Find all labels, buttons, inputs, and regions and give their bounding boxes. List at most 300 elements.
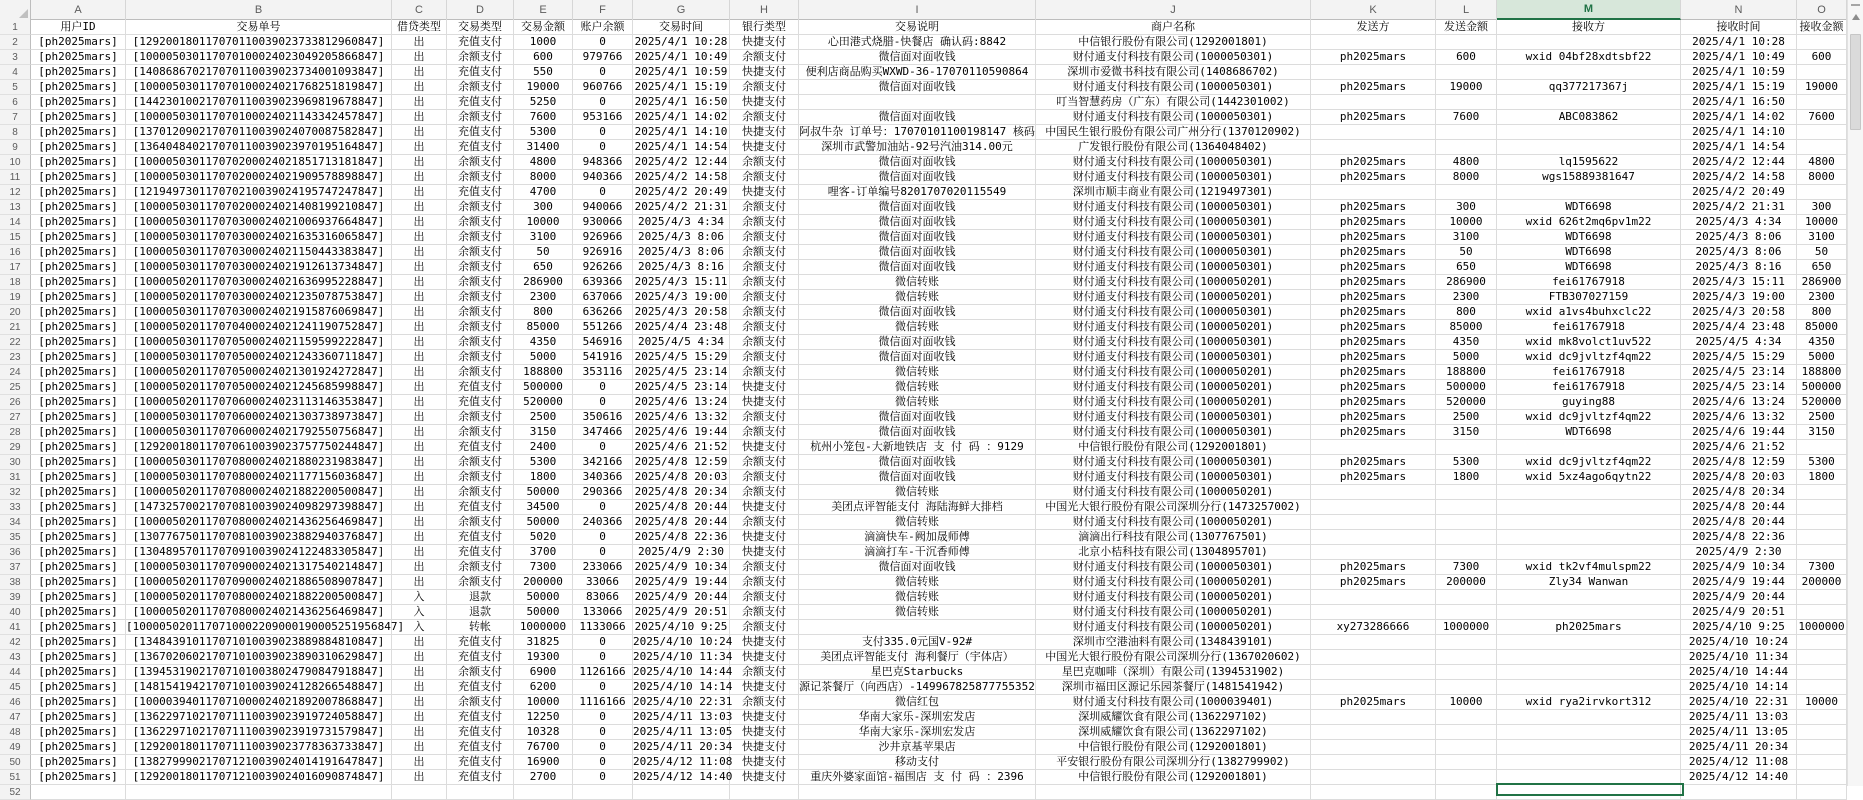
cell-A46[interactable]: [ph2025mars] [31, 695, 126, 710]
cell-E5[interactable]: 19000 [514, 80, 573, 95]
cell-F33[interactable]: 0 [573, 500, 633, 515]
cell-H24[interactable]: 余额支付 [730, 365, 799, 380]
cell-D42[interactable]: 充值支付 [447, 635, 514, 650]
cell-J41[interactable]: 财付通支付科技有限公司(1000050201) [1036, 620, 1311, 635]
cell-K50[interactable] [1311, 755, 1436, 770]
cell-C41[interactable]: 入 [392, 620, 447, 635]
cell-M40[interactable] [1497, 605, 1681, 620]
cell-G18[interactable]: 2025/4/3 15:11 [633, 275, 730, 290]
cell-I14[interactable]: 微信面对面收钱 [799, 215, 1036, 230]
cell-O20[interactable]: 800 [1797, 305, 1847, 320]
cell-O36[interactable] [1797, 545, 1847, 560]
cell-B48[interactable]: [136229710217071110039023919731579847] [126, 725, 392, 740]
cell-B51[interactable]: [129200180117071210039024016090874847] [126, 770, 392, 785]
cell-L3[interactable]: 600 [1436, 50, 1497, 65]
cell-A47[interactable]: [ph2025mars] [31, 710, 126, 725]
cell-F47[interactable]: 0 [573, 710, 633, 725]
column-header-K[interactable]: K [1311, 0, 1436, 20]
cell-O44[interactable] [1797, 665, 1847, 680]
cell-B23[interactable]: [100005030117070500024021243360711847] [126, 350, 392, 365]
cell-D3[interactable]: 余额支付 [447, 50, 514, 65]
cell-G14[interactable]: 2025/4/3 4:34 [633, 215, 730, 230]
cell-B43[interactable]: [136702060217071010039023890310629847] [126, 650, 392, 665]
cell-G50[interactable]: 2025/4/12 11:08 [633, 755, 733, 768]
cell-B41[interactable]: [1000050201170710002209000190005251956847] [126, 620, 405, 633]
cell-L47[interactable] [1436, 710, 1497, 725]
cell-E6[interactable]: 5250 [514, 95, 573, 110]
cell-H14[interactable]: 余额支付 [730, 215, 799, 230]
cell-C50[interactable]: 出 [392, 755, 447, 770]
row-header-21[interactable]: 21 [0, 320, 31, 335]
cell-B39[interactable]: [100005020117070800024021882200500847] [126, 590, 392, 605]
cell-M47[interactable] [1497, 710, 1681, 725]
cell-A13[interactable]: [ph2025mars] [31, 200, 126, 215]
cell-B12[interactable]: [121949730117070210039024195747247847] [126, 185, 392, 200]
cell-A48[interactable]: [ph2025mars] [31, 725, 126, 740]
cell-E11[interactable]: 8000 [514, 170, 573, 185]
cell-I2[interactable]: 心田港式烧腊-快餐店 确认码:8842 [799, 35, 1036, 50]
cell-M41[interactable]: ph2025mars [1497, 620, 1681, 635]
cell-F22[interactable]: 546916 [573, 335, 633, 350]
cell-L15[interactable]: 3100 [1436, 230, 1497, 245]
cell-G49[interactable]: 2025/4/11 20:34 [633, 740, 733, 753]
cell-I3[interactable]: 微信面对面收钱 [799, 50, 1036, 65]
cell-E10[interactable]: 4800 [514, 155, 573, 170]
cell-G24[interactable]: 2025/4/5 23:14 [633, 365, 730, 380]
row-header-31[interactable]: 31 [0, 470, 31, 485]
cell-J49[interactable]: 中信银行股份有限公司(1292001801) [1036, 740, 1311, 755]
cell-J24[interactable]: 财付通支付科技有限公司(1000050201) [1036, 365, 1311, 380]
cell-E9[interactable]: 31400 [514, 140, 573, 155]
cell-D35[interactable]: 充值支付 [447, 530, 514, 545]
cell-E23[interactable]: 5000 [514, 350, 573, 365]
cell-C19[interactable]: 出 [392, 290, 447, 305]
cell-C33[interactable]: 出 [392, 500, 447, 515]
cell-D30[interactable]: 余额支付 [447, 455, 514, 470]
cell-C17[interactable]: 出 [392, 260, 447, 275]
cell-K6[interactable] [1311, 95, 1436, 110]
cell-J19[interactable]: 财付通支付科技有限公司(1000050201) [1036, 290, 1311, 305]
cell-J6[interactable]: 叮当智慧药房（广东）有限公司(1442301002) [1036, 95, 1311, 110]
cell-G40[interactable]: 2025/4/9 20:51 [633, 605, 730, 620]
cell-C30[interactable]: 出 [392, 455, 447, 470]
cell-A7[interactable]: [ph2025mars] [31, 110, 126, 125]
cell-K46[interactable]: ph2025mars [1311, 695, 1436, 710]
cell-I33[interactable]: 美团点评智能支付 海陆海鲜大排档 [799, 500, 1036, 515]
cell-I46[interactable]: 微信红包 [799, 695, 1036, 710]
cell-G43[interactable]: 2025/4/10 11:34 [633, 650, 733, 663]
cell-D37[interactable]: 余额支付 [447, 560, 514, 575]
cell-E52[interactable] [514, 785, 573, 800]
cell-M49[interactable] [1497, 740, 1681, 755]
cell-O5[interactable]: 19000 [1797, 80, 1847, 95]
cell-F42[interactable]: 0 [573, 635, 633, 650]
cell-I36[interactable]: 滴滴打车-干沉香师傅 [799, 545, 1036, 560]
cell-I18[interactable]: 微信转账 [799, 275, 1036, 290]
cell-O21[interactable]: 85000 [1797, 320, 1847, 335]
cell-B11[interactable]: [100005030117070200024021909578898847] [126, 170, 392, 185]
cell-N7[interactable]: 2025/4/1 14:02 [1681, 110, 1797, 125]
cell-H40[interactable]: 余额支付 [730, 605, 799, 620]
cell-C7[interactable]: 出 [392, 110, 447, 125]
cell-M3[interactable]: wxid 04bf28xdtsbf22 [1497, 50, 1681, 65]
cell-O47[interactable] [1797, 710, 1847, 725]
cell-H41[interactable]: 余额支付 [730, 620, 799, 635]
cell-H5[interactable]: 余额支付 [730, 80, 799, 95]
cell-A41[interactable]: [ph2025mars] [31, 620, 126, 635]
cell-H19[interactable]: 余额支付 [730, 290, 799, 305]
cell-C47[interactable]: 出 [392, 710, 447, 725]
cell-C13[interactable]: 出 [392, 200, 447, 215]
cell-E20[interactable]: 800 [514, 305, 573, 320]
cell-M22[interactable]: wxid mk8volct1uv522 [1497, 335, 1681, 350]
cell-J47[interactable]: 深圳威耀饮食有限公司(1362297102) [1036, 710, 1311, 725]
cell-M15[interactable]: WDT6698 [1497, 230, 1681, 245]
cell-M12[interactable] [1497, 185, 1681, 200]
cell-N40[interactable]: 2025/4/9 20:51 [1681, 605, 1797, 620]
cell-D50[interactable]: 充值支付 [447, 755, 514, 770]
cell-F1[interactable]: 账户余额 [573, 20, 633, 35]
cell-G38[interactable]: 2025/4/9 19:44 [633, 575, 730, 590]
cell-M23[interactable]: wxid dc9jvltzf4qm22 [1497, 350, 1681, 365]
cell-K10[interactable]: ph2025mars [1311, 155, 1436, 170]
cell-D28[interactable]: 余额支付 [447, 425, 514, 440]
cell-A4[interactable]: [ph2025mars] [31, 65, 126, 80]
cell-M2[interactable] [1497, 35, 1681, 50]
cell-G46[interactable]: 2025/4/10 22:31 [633, 695, 733, 708]
cell-H18[interactable]: 余额支付 [730, 275, 799, 290]
cell-N51[interactable]: 2025/4/12 14:40 [1681, 770, 1797, 785]
cell-E30[interactable]: 5300 [514, 455, 573, 470]
cell-B17[interactable]: [100005030117070300024021912613734847] [126, 260, 392, 275]
cell-A18[interactable]: [ph2025mars] [31, 275, 126, 290]
cell-G28[interactable]: 2025/4/6 19:44 [633, 425, 730, 440]
cell-F51[interactable]: 0 [573, 770, 633, 785]
cell-A9[interactable]: [ph2025mars] [31, 140, 126, 155]
cell-N24[interactable]: 2025/4/5 23:14 [1681, 365, 1797, 380]
column-header-B[interactable]: B [126, 0, 392, 20]
cell-O29[interactable] [1797, 440, 1847, 455]
cell-H16[interactable]: 余额支付 [730, 245, 799, 260]
cell-B38[interactable]: [100005020117070900024021886508907847] [126, 575, 392, 590]
cell-F10[interactable]: 948366 [573, 155, 633, 170]
cell-D14[interactable]: 余额支付 [447, 215, 514, 230]
cell-G23[interactable]: 2025/4/5 15:29 [633, 350, 730, 365]
cell-E24[interactable]: 188800 [514, 365, 573, 380]
cell-H37[interactable]: 余额支付 [730, 560, 799, 575]
cell-H32[interactable]: 余额支付 [730, 485, 799, 500]
cell-A17[interactable]: [ph2025mars] [31, 260, 126, 275]
cell-C37[interactable]: 出 [392, 560, 447, 575]
cell-H12[interactable]: 快捷支付 [730, 185, 799, 200]
vertical-scrollbar[interactable] [1847, 0, 1863, 786]
row-header-28[interactable]: 28 [0, 425, 31, 440]
cell-M7[interactable]: ABC083862 [1497, 110, 1681, 125]
cell-C29[interactable]: 出 [392, 440, 447, 455]
cell-G15[interactable]: 2025/4/3 8:06 [633, 230, 730, 245]
cell-I6[interactable] [799, 95, 1036, 110]
cell-G17[interactable]: 2025/4/3 8:16 [633, 260, 730, 275]
cell-I21[interactable]: 微信转账 [799, 320, 1036, 335]
cell-A23[interactable]: [ph2025mars] [31, 350, 126, 365]
cell-K29[interactable] [1311, 440, 1436, 455]
cell-J46[interactable]: 财付通支付科技有限公司(1000039401) [1036, 695, 1311, 710]
cell-M31[interactable]: wxid 5xz4ago6qytn22 [1497, 470, 1681, 485]
cell-K17[interactable]: ph2025mars [1311, 260, 1436, 275]
cell-K11[interactable]: ph2025mars [1311, 170, 1436, 185]
cell-J7[interactable]: 财付通支付科技有限公司(1000050301) [1036, 110, 1311, 125]
cell-I7[interactable]: 微信面对面收钱 [799, 110, 1036, 125]
cell-F26[interactable]: 0 [573, 395, 633, 410]
cell-N49[interactable]: 2025/4/11 20:34 [1681, 740, 1797, 755]
cell-H52[interactable] [730, 785, 799, 800]
cell-M34[interactable] [1497, 515, 1681, 530]
cell-C51[interactable]: 出 [392, 770, 447, 785]
cell-I23[interactable]: 微信面对面收钱 [799, 350, 1036, 365]
cell-D8[interactable]: 充值支付 [447, 125, 514, 140]
cell-L48[interactable] [1436, 725, 1497, 740]
row-header-48[interactable]: 48 [0, 725, 31, 740]
cell-A21[interactable]: [ph2025mars] [31, 320, 126, 335]
cell-C35[interactable]: 出 [392, 530, 447, 545]
cell-J29[interactable]: 中信银行股份有限公司(1292001801) [1036, 440, 1311, 455]
cell-N46[interactable]: 2025/4/10 22:31 [1681, 695, 1797, 710]
cell-A39[interactable]: [ph2025mars] [31, 590, 126, 605]
cell-I31[interactable]: 微信面对面收钱 [799, 470, 1036, 485]
cell-D26[interactable]: 充值支付 [447, 395, 514, 410]
row-header-36[interactable]: 36 [0, 545, 31, 560]
cell-A5[interactable]: [ph2025mars] [31, 80, 126, 95]
cell-A22[interactable]: [ph2025mars] [31, 335, 126, 350]
cell-A40[interactable]: [ph2025mars] [31, 605, 126, 620]
cell-L51[interactable] [1436, 770, 1497, 785]
cell-J13[interactable]: 财付通支付科技有限公司(1000050301) [1036, 200, 1311, 215]
cell-A28[interactable]: [ph2025mars] [31, 425, 126, 440]
cell-N11[interactable]: 2025/4/2 14:58 [1681, 170, 1797, 185]
cell-L39[interactable] [1436, 590, 1497, 605]
cell-E1[interactable]: 交易金额 [514, 20, 573, 35]
cell-O15[interactable]: 3100 [1797, 230, 1847, 245]
cell-K14[interactable]: ph2025mars [1311, 215, 1436, 230]
cell-G7[interactable]: 2025/4/1 14:02 [633, 110, 730, 125]
cell-C1[interactable]: 借贷类型 [392, 20, 447, 35]
cell-L40[interactable] [1436, 605, 1497, 620]
cell-E32[interactable]: 50000 [514, 485, 573, 500]
cell-F11[interactable]: 940366 [573, 170, 633, 185]
cell-K38[interactable]: ph2025mars [1311, 575, 1436, 590]
cell-M6[interactable] [1497, 95, 1681, 110]
cell-L28[interactable]: 3150 [1436, 425, 1497, 440]
row-header-32[interactable]: 32 [0, 485, 31, 500]
cell-J5[interactable]: 财付通支付科技有限公司(1000050301) [1036, 80, 1311, 95]
cell-O41[interactable]: 1000000 [1797, 620, 1847, 635]
cell-L10[interactable]: 4800 [1436, 155, 1497, 170]
cell-K4[interactable] [1311, 65, 1436, 80]
cell-N1[interactable]: 接收时间 [1681, 20, 1797, 35]
cell-H38[interactable]: 余额支付 [730, 575, 799, 590]
cell-B20[interactable]: [100005030117070300024021915876069847] [126, 305, 392, 320]
cell-N5[interactable]: 2025/4/1 15:19 [1681, 80, 1797, 95]
cell-C14[interactable]: 出 [392, 215, 447, 230]
cell-I1[interactable]: 交易说明 [799, 20, 1036, 35]
cell-J30[interactable]: 财付通支付科技有限公司(1000050301) [1036, 455, 1311, 470]
cell-M13[interactable]: WDT6698 [1497, 200, 1681, 215]
cell-N37[interactable]: 2025/4/9 10:34 [1681, 560, 1797, 575]
cell-A34[interactable]: [ph2025mars] [31, 515, 126, 530]
cell-H36[interactable]: 快捷支付 [730, 545, 799, 560]
cell-H21[interactable]: 余额支付 [730, 320, 799, 335]
cell-I10[interactable]: 微信面对面收钱 [799, 155, 1036, 170]
cell-A16[interactable]: [ph2025mars] [31, 245, 126, 260]
cell-N29[interactable]: 2025/4/6 21:52 [1681, 440, 1797, 455]
row-header-11[interactable]: 11 [0, 170, 31, 185]
cell-H28[interactable]: 余额支付 [730, 425, 799, 440]
cell-I25[interactable]: 微信转账 [799, 380, 1036, 395]
cell-O18[interactable]: 286900 [1797, 275, 1847, 290]
cell-D22[interactable]: 余额支付 [447, 335, 514, 350]
cell-L44[interactable] [1436, 665, 1497, 680]
cell-B46[interactable]: [100003940117071000024021892007868847] [126, 695, 392, 710]
cell-C12[interactable]: 出 [392, 185, 447, 200]
cell-K37[interactable]: ph2025mars [1311, 560, 1436, 575]
cell-A2[interactable]: [ph2025mars] [31, 35, 126, 50]
cell-M42[interactable] [1497, 635, 1681, 650]
cell-A20[interactable]: [ph2025mars] [31, 305, 126, 320]
cell-N19[interactable]: 2025/4/3 19:00 [1681, 290, 1797, 305]
cell-A31[interactable]: [ph2025mars] [31, 470, 126, 485]
cell-O49[interactable] [1797, 740, 1847, 755]
cell-L6[interactable] [1436, 95, 1497, 110]
cell-M51[interactable] [1497, 770, 1681, 785]
cell-F27[interactable]: 350616 [573, 410, 633, 425]
cell-F21[interactable]: 551266 [573, 320, 633, 335]
cell-J42[interactable]: 深圳市空港油料有限公司(1348439101) [1036, 635, 1311, 650]
cell-D33[interactable]: 充值支付 [447, 500, 514, 515]
cell-C43[interactable]: 出 [392, 650, 447, 665]
cell-O10[interactable]: 4800 [1797, 155, 1847, 170]
cell-M20[interactable]: wxid a1vs4buhxclc22 [1497, 305, 1681, 320]
cell-M48[interactable] [1497, 725, 1681, 740]
cell-G1[interactable]: 交易时间 [633, 20, 730, 35]
cell-N17[interactable]: 2025/4/3 8:16 [1681, 260, 1797, 275]
row-header-16[interactable]: 16 [0, 245, 31, 260]
cell-B13[interactable]: [100005030117070200024021408199210847] [126, 200, 392, 215]
cell-I30[interactable]: 微信面对面收钱 [799, 455, 1036, 470]
cell-D20[interactable]: 余额支付 [447, 305, 514, 320]
cell-C22[interactable]: 出 [392, 335, 447, 350]
cell-O19[interactable]: 2300 [1797, 290, 1847, 305]
cell-H33[interactable]: 快捷支付 [730, 500, 799, 515]
cell-K44[interactable] [1311, 665, 1436, 680]
cell-C16[interactable]: 出 [392, 245, 447, 260]
cell-H7[interactable]: 余额支付 [730, 110, 799, 125]
cell-E2[interactable]: 1000 [514, 35, 573, 50]
cell-O23[interactable]: 5000 [1797, 350, 1847, 365]
cell-G22[interactable]: 2025/4/5 4:34 [633, 335, 730, 350]
cell-K15[interactable]: ph2025mars [1311, 230, 1436, 245]
cell-K22[interactable]: ph2025mars [1311, 335, 1436, 350]
cell-K1[interactable]: 发送方 [1311, 20, 1436, 35]
cell-H2[interactable]: 快捷支付 [730, 35, 799, 50]
cell-J32[interactable]: 财付通支付科技有限公司(1000050201) [1036, 485, 1311, 500]
cell-C34[interactable]: 出 [392, 515, 447, 530]
cell-M44[interactable] [1497, 665, 1681, 680]
cell-N38[interactable]: 2025/4/9 19:44 [1681, 575, 1797, 590]
cell-A6[interactable]: [ph2025mars] [31, 95, 126, 110]
cell-O13[interactable]: 300 [1797, 200, 1847, 215]
cell-I5[interactable]: 微信面对面收钱 [799, 80, 1036, 95]
cell-F19[interactable]: 637066 [573, 290, 633, 305]
cell-H44[interactable]: 余额支付 [730, 665, 799, 680]
row-header-52[interactable]: 52 [0, 785, 31, 800]
cell-F12[interactable]: 0 [573, 185, 633, 200]
cell-F17[interactable]: 926266 [573, 260, 633, 275]
cell-L14[interactable]: 10000 [1436, 215, 1497, 230]
cell-A30[interactable]: [ph2025mars] [31, 455, 126, 470]
cell-G32[interactable]: 2025/4/8 20:34 [633, 485, 730, 500]
cell-H48[interactable]: 快捷支付 [730, 725, 799, 740]
cell-F52[interactable] [573, 785, 633, 800]
cell-J16[interactable]: 财付通支付科技有限公司(1000050301) [1036, 245, 1311, 260]
cell-B2[interactable]: [129200180117070110039023733812960847] [126, 35, 392, 50]
cell-I24[interactable]: 微信转账 [799, 365, 1036, 380]
cell-K24[interactable]: ph2025mars [1311, 365, 1436, 380]
cell-A44[interactable]: [ph2025mars] [31, 665, 126, 680]
cell-I39[interactable]: 微信转账 [799, 590, 1036, 605]
cell-I9[interactable]: 深圳市武警加油站-92号汽油314.00元 [799, 140, 1036, 155]
cell-I49[interactable]: 沙井京基苹果店 [799, 740, 1036, 755]
cell-M25[interactable]: fei61767918 [1497, 380, 1681, 395]
cell-L26[interactable]: 520000 [1436, 395, 1497, 410]
cell-K30[interactable]: ph2025mars [1311, 455, 1436, 470]
row-header-44[interactable]: 44 [0, 665, 31, 680]
cell-N44[interactable]: 2025/4/10 14:44 [1681, 665, 1797, 680]
cell-I50[interactable]: 移动支付 [799, 755, 1036, 770]
cell-E35[interactable]: 5020 [514, 530, 573, 545]
cell-F2[interactable]: 0 [573, 35, 633, 50]
cell-M27[interactable]: wxid dc9jvltzf4qm22 [1497, 410, 1681, 425]
cell-L9[interactable] [1436, 140, 1497, 155]
cell-J28[interactable]: 财付通支付科技有限公司(1000050301) [1036, 425, 1311, 440]
cell-E45[interactable]: 6200 [514, 680, 573, 695]
cell-C23[interactable]: 出 [392, 350, 447, 365]
cell-B36[interactable]: [130489570117070910039024122483305847] [126, 545, 392, 560]
row-header-43[interactable]: 43 [0, 650, 31, 665]
cell-E31[interactable]: 1800 [514, 470, 573, 485]
cell-L34[interactable] [1436, 515, 1497, 530]
cell-J12[interactable]: 深圳市顺丰商业有限公司(1219497301) [1036, 185, 1311, 200]
cell-M17[interactable]: WDT6698 [1497, 260, 1681, 275]
cell-M36[interactable] [1497, 545, 1681, 560]
cell-E3[interactable]: 600 [514, 50, 573, 65]
cell-C8[interactable]: 出 [392, 125, 447, 140]
cell-D48[interactable]: 充值支付 [447, 725, 514, 740]
cell-J27[interactable]: 财付通支付科技有限公司(1000050301) [1036, 410, 1311, 425]
column-header-D[interactable]: D [447, 0, 514, 20]
cell-C31[interactable]: 出 [392, 470, 447, 485]
cell-H26[interactable]: 快捷支付 [730, 395, 799, 410]
cell-B32[interactable]: [100005020117070800024021882200500847] [126, 485, 392, 500]
cell-D5[interactable]: 余额支付 [447, 80, 514, 95]
cell-B45[interactable]: [148154194217071010039024128266548847] [126, 680, 392, 695]
row-header-20[interactable]: 20 [0, 305, 31, 320]
cell-J15[interactable]: 财付通支付科技有限公司(1000050301) [1036, 230, 1311, 245]
cell-J39[interactable]: 财付通支付科技有限公司(1000050201) [1036, 590, 1311, 605]
cell-I17[interactable]: 微信面对面收钱 [799, 260, 1036, 275]
cell-I12[interactable]: 哩客-订单编号8201707020115549 [799, 185, 1036, 200]
row-header-33[interactable]: 33 [0, 500, 31, 515]
cell-B24[interactable]: [100005020117070500024021301924272847] [126, 365, 392, 380]
